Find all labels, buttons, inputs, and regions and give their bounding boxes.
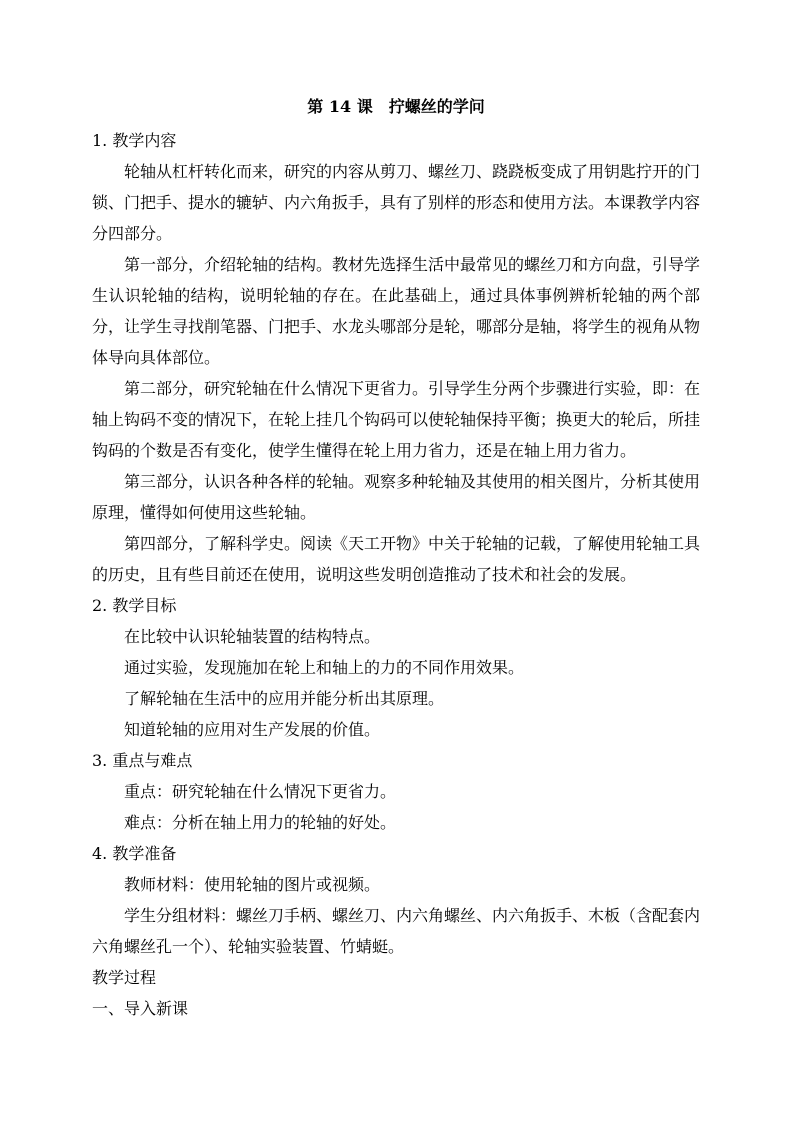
difficulty-item: 难点：分析在轴上用力的轮轴的好处。 (124, 813, 397, 832)
document-body (92, 96, 700, 1024)
section-heading-preparation: 4. 教学准备 (92, 844, 177, 863)
section-heading-key-points: 3. 重点与难点 (92, 751, 193, 770)
section-heading-teaching-goals: 2. 教学目标 (92, 596, 177, 615)
paragraph-part-two: 第二部分，研究轮轴在什么情况下更省力。引导学生分两个步骤进行实验，即：在轴上钩码不变的情况下，在轮上挂几个钩码可以使轮轴保持平衡；换更大的轮后，所挂钩码的个数是否有变化，使学生懂得在轮上用力省力，还是在轴上用力省力。 (92, 379, 701, 460)
student-materials: 学生分组材料：螺丝刀手柄、螺丝刀、内六角螺丝、内六角扳手、木板（含配套内六角螺丝孔一个）、轮轴实验装置、竹蜻蜓。 (92, 906, 701, 956)
lesson-title: 第 14 课 拧螺丝的学问 (307, 97, 485, 116)
section-heading-process: 教学过程 (92, 968, 157, 987)
key-point-item: 重点：研究轮轴在什么情况下更省力。 (124, 782, 397, 801)
paragraph-part-one: 第一部分，介绍轮轴的结构。教材先选择生活中最常见的螺丝刀和方向盘，引导学生认识轮轴的结构，说明轮轴的存在。在此基础上，通过具体事例辨析轮轴的两个部分，让学生寻找削笔器、门把手、水龙头哪部分是轮，哪部分是轴，将学生的视角从物体导向具体部位。 (92, 255, 701, 367)
paragraph-intro: 轮轴从杠杆转化而来，研究的内容从剪刀、螺丝刀、跷跷板变成了用钥匙拧开的门锁、门把手、提水的辘轳、内六角扳手，具有了别样的形态和使用方法。本课教学内容分四部分。 (92, 162, 701, 243)
teacher-materials: 教师材料：使用轮轴的图片或视频。 (124, 875, 381, 894)
paragraph-part-four: 第四部分，了解科学史。阅读《天工开物》中关于轮轴的记载，了解使用轮轴工具的历史，且有些目前还在使用，说明这些发明创造推动了技术和社会的发展。 (92, 534, 701, 584)
goal-item: 在比较中认识轮轴装置的结构特点。 (124, 627, 381, 646)
goal-item: 通过实验，发现施加在轮上和轴上的力的不同作用效果。 (124, 658, 525, 677)
subheading-introduction: 一、导入新课 (92, 999, 189, 1018)
paragraph-part-three: 第三部分，认识各种各样的轮轴。观察多种轮轴及其使用的相关图片，分析其使用原理，懂得如何使用这些轮轴。 (92, 472, 701, 522)
goal-item: 了解轮轴在生活中的应用并能分析出其原理。 (124, 689, 445, 708)
goal-item: 知道轮轴的应用对生产发展的价值。 (124, 720, 381, 739)
section-heading-teaching-content: 1. 教学内容 (92, 131, 177, 150)
